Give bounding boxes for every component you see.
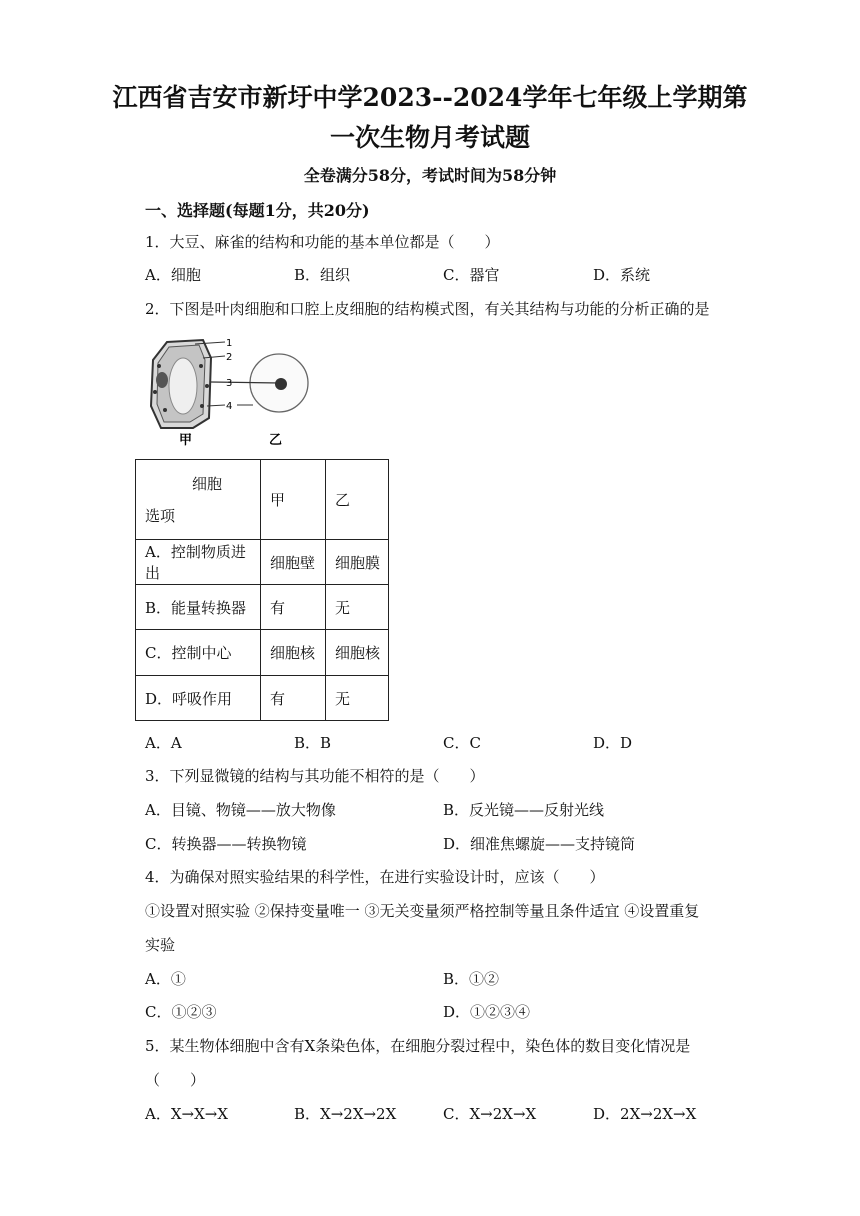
cell-comparison-table	[135, 459, 389, 721]
table-cell-option: B．能量转换器	[136, 585, 261, 630]
table-cell-option: A．控制物质进出	[136, 540, 261, 585]
q1-option-b: B．组织	[294, 266, 351, 284]
table-cell-jia: 有	[261, 585, 326, 630]
q2-option-d: D．D	[593, 734, 633, 752]
table-row	[136, 630, 389, 676]
table-cell-option: D．呼吸作用	[136, 676, 261, 721]
section-heading: 一、选择题(每题1分，共20分)	[145, 201, 370, 220]
figure-label-2: 2	[226, 352, 233, 363]
table-header-jia: 甲	[261, 460, 326, 540]
table-cell-yi: 细胞膜	[326, 540, 389, 585]
q2-option-b: B．B	[294, 734, 332, 752]
q2-option-c: C．C	[443, 734, 481, 752]
question-1-stem: 1．大豆、麻雀的结构和功能的基本单位都是（ ）	[145, 233, 500, 251]
table-cell-jia: 有	[261, 676, 326, 721]
leaf-cell-nucleus	[156, 372, 168, 388]
q3-option-a: A．目镜、物镜——放大物像	[145, 801, 336, 819]
vacuole	[169, 358, 197, 414]
figure-caption-jia: 甲	[179, 433, 193, 448]
q2-option-a: A．A	[145, 734, 182, 752]
exam-subtitle: 全卷满分58分，考试时间为58分钟	[303, 166, 557, 185]
table-header-row	[136, 460, 389, 540]
table-row	[136, 676, 389, 721]
oral-cell-nucleus	[275, 378, 287, 390]
q3-option-d: D．细准焦螺旋——支持镜筒	[443, 835, 636, 853]
q4-option-c: C．①②③	[145, 1003, 217, 1021]
q1-option-d: D．系统	[593, 266, 651, 284]
table-cell-jia: 细胞壁	[261, 540, 326, 585]
question-2-stem: 2．下图是叶肉细胞和口腔上皮细胞的结构模式图，有关其结构与功能的分析正确的是	[145, 300, 710, 318]
question-4-line2: ①设置对照实验 ②保持变量唯一 ③无关变量须严格控制等量且条件适宜 ④设置重复	[145, 902, 700, 920]
table-corner-cell	[136, 460, 261, 540]
page-title-line1: 江西省吉安市新圩中学2023--2024学年七年级上学期第	[112, 83, 748, 112]
q5-option-b: B．X→2X→2X	[294, 1105, 397, 1123]
question-4-stem: 4．为确保对照实验结果的科学性，在进行实验设计时，应该（ ）	[145, 868, 605, 886]
table-cell-jia: 细胞核	[261, 630, 326, 676]
figure-label-4: 4	[226, 401, 233, 412]
figure-label-3: 3	[226, 378, 233, 389]
q5-option-a: A．X→X→X	[145, 1105, 229, 1123]
table-cell-yi: 无	[326, 676, 389, 721]
q1-option-a: A．细胞	[145, 266, 201, 284]
table-header-yi: 乙	[326, 460, 389, 540]
q5-option-d: D．2X→2X→X	[593, 1105, 697, 1123]
question-5-stem: 5．某生物体细胞中含有X条染色体，在细胞分裂过程中，染色体的数目变化情况是	[145, 1037, 691, 1055]
q4-option-d: D．①②③④	[443, 1003, 531, 1021]
q4-option-b: B．①②	[443, 970, 500, 988]
table-header-cell-label: 细胞	[192, 474, 223, 493]
table-cell-option: C．控制中心	[136, 630, 261, 676]
figure-label-1: 1	[226, 338, 233, 349]
page-title-line2: 一次生物月考试题	[329, 123, 530, 152]
table-header-option-label: 选项	[145, 506, 176, 525]
question-4-line3: 实验	[145, 936, 176, 954]
table-row	[136, 540, 389, 585]
question-3-stem: 3．下列显微镜的结构与其功能不相符的是（ ）	[145, 767, 485, 785]
table-cell-yi: 细胞核	[326, 630, 389, 676]
table-row	[136, 585, 389, 630]
cell-structure-figure	[145, 336, 310, 448]
cell-diagram-svg	[145, 336, 310, 448]
table-cell-yi: 无	[326, 585, 389, 630]
q3-option-b: B．反光镜——反射光线	[443, 801, 605, 819]
q4-option-a: A．①	[145, 970, 186, 988]
q5-option-c: C．X→2X→X	[443, 1105, 537, 1123]
question-5-line2: （ ）	[145, 1071, 206, 1089]
figure-caption-yi: 乙	[269, 433, 283, 448]
q3-option-c: C．转换器——转换物镜	[145, 835, 307, 853]
q1-option-c: C．器官	[443, 266, 500, 284]
